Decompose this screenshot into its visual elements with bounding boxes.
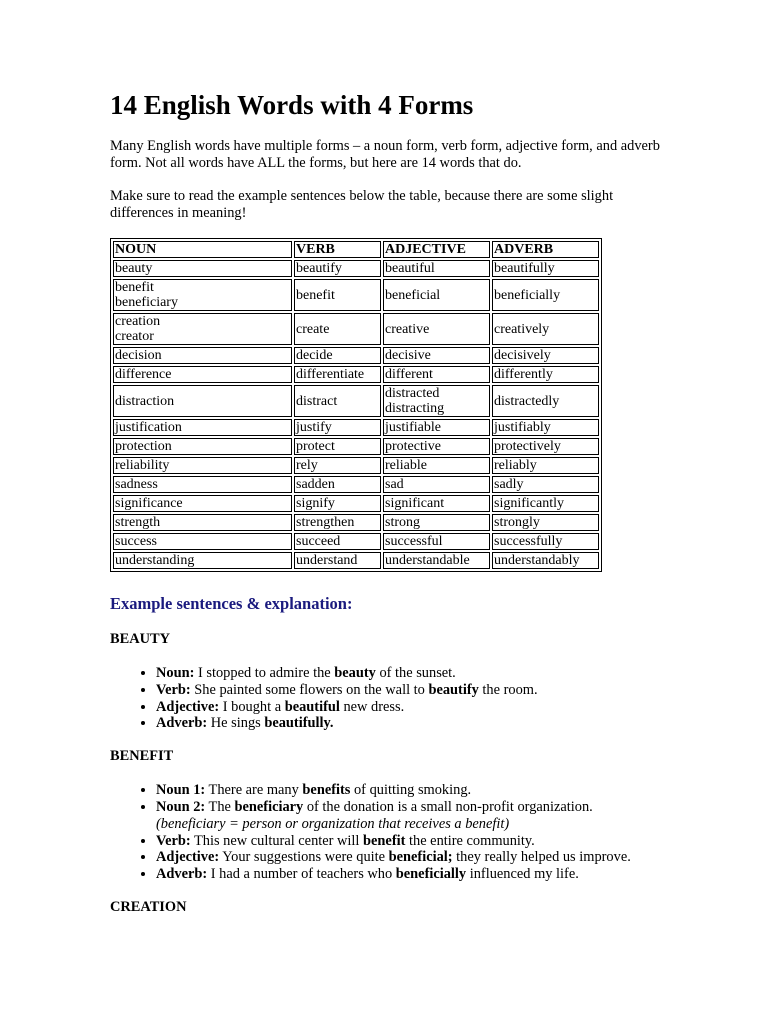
table-cell — [383, 476, 490, 493]
example-text: the entire community. — [405, 832, 535, 849]
table-cell — [113, 366, 292, 383]
table-cell — [492, 514, 599, 531]
table-cell — [383, 347, 490, 364]
table-cell — [113, 279, 292, 311]
example-sections — [110, 631, 670, 916]
table-header-row — [113, 241, 599, 258]
cell-line: beneficiary — [115, 295, 178, 310]
example-keyword: beautifully. — [264, 715, 334, 732]
example-item — [156, 715, 670, 732]
example-label: Adjective: — [156, 698, 220, 715]
table-cell — [113, 438, 292, 455]
column-header: VERB — [294, 241, 381, 258]
table-cell — [113, 260, 292, 277]
cell-line: sadden — [296, 477, 335, 492]
cell-line: understand — [296, 553, 358, 568]
table-cell — [383, 514, 490, 531]
table-cell — [492, 366, 599, 383]
table-cell — [383, 260, 490, 277]
example-keyword: beautify — [428, 681, 479, 698]
table-cell — [492, 438, 599, 455]
example-item — [156, 665, 670, 682]
table-row — [113, 533, 599, 550]
cell-line: decision — [115, 348, 162, 363]
example-text: influenced my life. — [466, 866, 579, 883]
cell-line: succeed — [296, 534, 341, 549]
example-text: of the donation is a small non-profit organization. — [303, 798, 593, 815]
example-list — [110, 665, 670, 732]
table-cell — [492, 347, 599, 364]
table-cell — [383, 313, 490, 345]
table-cell — [294, 279, 381, 311]
table-row — [113, 552, 599, 569]
table-row — [113, 347, 599, 364]
example-text: of quitting smoking. — [350, 782, 472, 799]
column-header: NOUN — [113, 241, 292, 258]
cell-line: strength — [115, 515, 161, 530]
cell-line: understandably — [494, 553, 580, 568]
cell-line: justification — [115, 420, 182, 435]
cell-line: protection — [115, 439, 172, 454]
table-cell — [294, 533, 381, 550]
cell-line: distractedly — [494, 393, 560, 409]
example-keyword: benefit — [363, 832, 406, 849]
cell-line: beautifully — [494, 261, 555, 276]
table-cell — [492, 533, 599, 550]
table-cell — [383, 552, 490, 569]
table-cell — [294, 476, 381, 493]
example-keyword: beneficially — [395, 866, 467, 883]
table-cell — [383, 419, 490, 436]
table-cell — [294, 385, 381, 417]
cell-line: reliability — [115, 458, 170, 473]
cell-line: distracted — [385, 386, 440, 401]
example-text: of the sunset. — [375, 665, 456, 681]
cell-line: different — [385, 367, 433, 382]
examples-heading: Example sentences & explanation: — [110, 594, 353, 613]
table-cell — [492, 313, 599, 345]
page-title: 14 English Words with 4 Forms — [110, 90, 474, 120]
cell-line: creatively — [494, 321, 550, 337]
example-label: Noun 2: — [156, 798, 206, 815]
table-cell — [383, 279, 490, 311]
cell-line: justifiably — [494, 420, 551, 435]
cell-line: sadness — [115, 477, 158, 492]
cell-line: create — [296, 321, 330, 337]
cell-line: distraction — [115, 393, 175, 409]
table-row — [113, 313, 599, 345]
example-label: Adjective: — [156, 849, 220, 866]
table-cell — [294, 438, 381, 455]
table-cell — [113, 533, 292, 550]
table-cell — [383, 366, 490, 383]
example-keyword: beneficial; — [388, 849, 453, 866]
example-item — [156, 682, 670, 699]
table-cell — [492, 457, 599, 474]
example-label: Adverb: — [156, 715, 208, 732]
table-cell — [492, 495, 599, 512]
section-heading-creation: CREATION — [110, 898, 187, 915]
example-keyword: benefits — [302, 782, 351, 799]
word-forms-table — [110, 238, 602, 572]
column-header: ADJECTIVE — [383, 241, 490, 258]
cell-line: decisive — [385, 348, 431, 363]
table-row — [113, 476, 599, 493]
cell-line: distract — [296, 393, 338, 409]
cell-line: beneficially — [494, 287, 561, 303]
table-cell — [113, 385, 292, 417]
table-row — [113, 457, 599, 474]
table-cell — [383, 385, 490, 417]
table-row — [113, 495, 599, 512]
example-text: the room. — [478, 681, 538, 698]
table-cell — [492, 552, 599, 569]
cell-line: justify — [296, 420, 332, 435]
intro-paragraph-2: Make sure to read the example sentences below the table, because there are some slight differences in meaning! — [110, 188, 614, 221]
table-cell — [294, 313, 381, 345]
example-item — [156, 849, 670, 866]
cell-line: significance — [115, 496, 183, 511]
table-cell — [113, 419, 292, 436]
example-keyword: beauty — [334, 665, 376, 681]
example-text: This new cultural center will — [190, 832, 364, 849]
table-row — [113, 438, 599, 455]
example-text: Your suggestions were quite — [219, 849, 389, 866]
example-label: Verb: — [156, 832, 191, 849]
example-item — [156, 866, 670, 883]
cell-line: benefit — [296, 287, 335, 303]
example-label: Verb: — [156, 681, 191, 698]
table-cell — [294, 366, 381, 383]
cell-line: significant — [385, 496, 445, 511]
table-cell — [492, 260, 599, 277]
cell-line: understandable — [385, 553, 470, 568]
intro-paragraph-1: Many English words have multiple forms – a noun form, verb form, adjective form, and adverb form. Not all words have ALL the forms, but here are 14 words that do. — [110, 138, 660, 171]
cell-line: reliable — [385, 458, 427, 473]
table-row — [113, 260, 599, 277]
example-keyword: beautiful — [284, 698, 340, 715]
cell-line: sad — [385, 477, 404, 492]
cell-line: creative — [385, 321, 430, 337]
cell-line: significantly — [494, 496, 564, 511]
example-label: Noun: — [156, 665, 195, 681]
cell-line: successful — [385, 534, 443, 549]
table-cell — [113, 552, 292, 569]
example-text: There are many — [205, 782, 303, 799]
table-cell — [113, 495, 292, 512]
example-text: The — [205, 798, 235, 815]
example-note: (beneficiary = person or organization that receives a benefit) — [156, 815, 510, 832]
table-cell — [113, 476, 292, 493]
table-row — [113, 419, 599, 436]
cell-line: decide — [296, 348, 333, 363]
table-cell — [492, 476, 599, 493]
table-cell — [383, 533, 490, 550]
table-cell — [383, 438, 490, 455]
example-item — [156, 782, 670, 799]
table-cell — [294, 552, 381, 569]
cell-line: successfully — [494, 534, 563, 549]
section-heading-benefit: BENEFIT — [110, 748, 174, 765]
column-header: ADVERB — [492, 241, 599, 258]
cell-line: strengthen — [296, 515, 355, 530]
cell-line: beautify — [296, 261, 342, 276]
example-text: I had a number of teachers who — [207, 866, 396, 883]
cell-line: creator — [115, 329, 154, 344]
cell-line: reliably — [494, 458, 537, 473]
cell-line: creation — [115, 314, 161, 329]
cell-line: beauty — [115, 261, 153, 276]
example-item — [156, 699, 670, 716]
example-item — [156, 799, 670, 833]
table-row — [113, 366, 599, 383]
table-cell — [294, 514, 381, 531]
cell-line: protectively — [494, 439, 561, 454]
example-item — [156, 833, 670, 850]
table-row — [113, 385, 599, 417]
section-heading-beauty: BEAUTY — [110, 631, 170, 647]
table-cell — [113, 347, 292, 364]
cell-line: success — [115, 534, 157, 549]
cell-line: strongly — [494, 515, 540, 530]
table-row — [113, 514, 599, 531]
table-cell — [383, 457, 490, 474]
cell-line: decisively — [494, 348, 551, 363]
table-cell — [113, 457, 292, 474]
table-cell — [294, 260, 381, 277]
example-text: I stopped to admire the — [194, 665, 335, 681]
table-cell — [294, 419, 381, 436]
example-text: new dress. — [339, 698, 405, 715]
example-list — [110, 782, 670, 883]
table-cell — [492, 385, 599, 417]
table-cell — [492, 279, 599, 311]
example-label: Noun 1: — [156, 782, 206, 799]
cell-line: protect — [296, 439, 335, 454]
table-cell — [294, 495, 381, 512]
example-label: Adverb: — [156, 866, 208, 883]
table-row — [113, 279, 599, 311]
cell-line: strong — [385, 515, 420, 530]
cell-line: differentiate — [296, 367, 365, 382]
table-cell — [294, 347, 381, 364]
cell-line: justifiable — [385, 420, 441, 435]
table-cell — [294, 457, 381, 474]
cell-line: benefit — [115, 280, 154, 295]
cell-line: signify — [296, 496, 335, 511]
example-text: She painted some flowers on the wall to — [190, 681, 429, 698]
example-keyword: beneficiary — [234, 798, 304, 815]
cell-line: difference — [115, 367, 172, 382]
cell-line: beautiful — [385, 261, 435, 276]
table-cell — [113, 313, 292, 345]
cell-line: rely — [296, 458, 318, 473]
example-text: He sings — [207, 715, 265, 732]
cell-line: sadly — [494, 477, 524, 492]
cell-line: beneficial — [385, 287, 441, 303]
cell-line: understanding — [115, 553, 195, 568]
table-cell — [492, 419, 599, 436]
example-text: they really helped us improve. — [452, 849, 631, 866]
example-text: I bought a — [219, 698, 285, 715]
cell-line: distracting — [385, 401, 445, 416]
table-cell — [113, 514, 292, 531]
table-cell — [383, 495, 490, 512]
cell-line: protective — [385, 439, 441, 454]
cell-line: differently — [494, 367, 553, 382]
